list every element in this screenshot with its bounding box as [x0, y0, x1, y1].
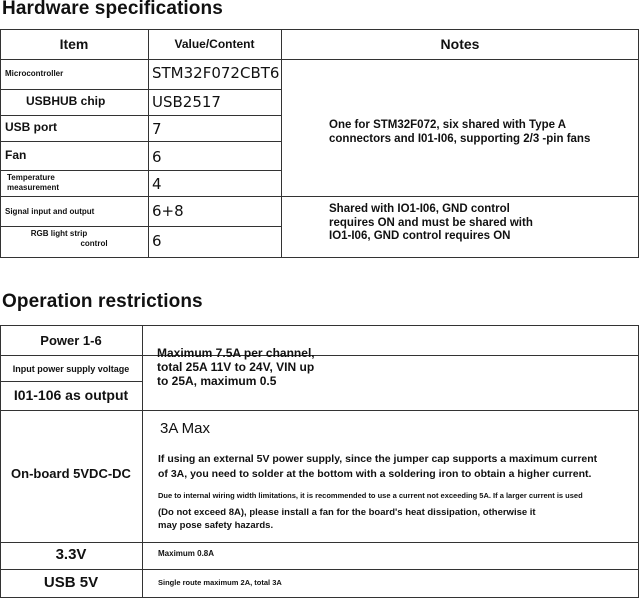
- onboard-paragraph-2: Due to internal wiring width limitations, it is recommended to use a current not exceeding 5A. If a larger current is used: [158, 491, 583, 500]
- hardware-section-title: Hardware specifications: [2, 0, 223, 19]
- row-label-signal: Signal input and output: [5, 207, 95, 216]
- op-label-io-output: I01-106 as output: [13, 387, 129, 403]
- onboard-paragraph-3: (Do not exceed 8A), please install a fan for the board's heat dissipation, otherwise it may pose safety hazards.: [158, 507, 536, 531]
- row-value-signal: 6+8: [152, 202, 184, 220]
- row-value-rgb: 6: [152, 232, 162, 250]
- row-label-fan: Fan: [5, 148, 27, 162]
- header-item: Item: [59, 36, 89, 52]
- row-label-temperature: Temperature measurement: [7, 173, 60, 192]
- value-3v3: Maximum 0.8A: [158, 549, 215, 558]
- row-label-rgb: RGB light strip control: [30, 229, 108, 248]
- row-label-usbhub: USBHUB chip: [26, 94, 106, 108]
- row-value-microcontroller: STM32F072CBT6: [152, 64, 280, 82]
- op-label-power: Power 1-6: [40, 333, 102, 348]
- header-notes: Notes: [440, 36, 480, 52]
- row-value-fan: 6: [152, 148, 162, 166]
- op-label-onboard: On-board 5VDC-DC: [11, 466, 131, 481]
- op-label-usb5v: USB 5V: [43, 574, 99, 591]
- row-label-microcontroller: Microcontroller: [5, 69, 64, 78]
- onboard-max: 3A Max: [160, 420, 211, 437]
- row-label-usb-port: USB port: [5, 120, 57, 134]
- op-label-3v3: 3.3V: [55, 546, 87, 563]
- note-signal: Shared with IO1-I06, GND control requires ON and must be shared with IO1-I06, GND control requires ON: [329, 203, 533, 242]
- onboard-paragraph-1: If using an external 5V power supply, since the jumper cap supports a maximum current of 3A, you need to solder at the bottom with a soldering iron to obtain a higher current.: [158, 453, 598, 480]
- note-usb-fan: One for STM32F072, six shared with Type A connectors and I01-I06, supporting 2/3 -pin fans: [329, 119, 591, 145]
- header-value: Value/Content: [174, 37, 255, 51]
- value-usb5v: Single route maximum 2A, total 3A: [158, 578, 282, 587]
- operation-section-title: Operation restrictions: [2, 291, 203, 312]
- row-value-temperature: 4: [152, 175, 162, 193]
- power-note: Maximum 7.5A per channel, total 25A 11V to 24V, VIN up to 25A, maximum 0.5: [157, 346, 315, 388]
- op-label-input-voltage: Input power supply voltage: [12, 364, 130, 374]
- row-value-usbhub: USB2517: [152, 93, 221, 111]
- row-value-usb-port: 7: [152, 120, 162, 138]
